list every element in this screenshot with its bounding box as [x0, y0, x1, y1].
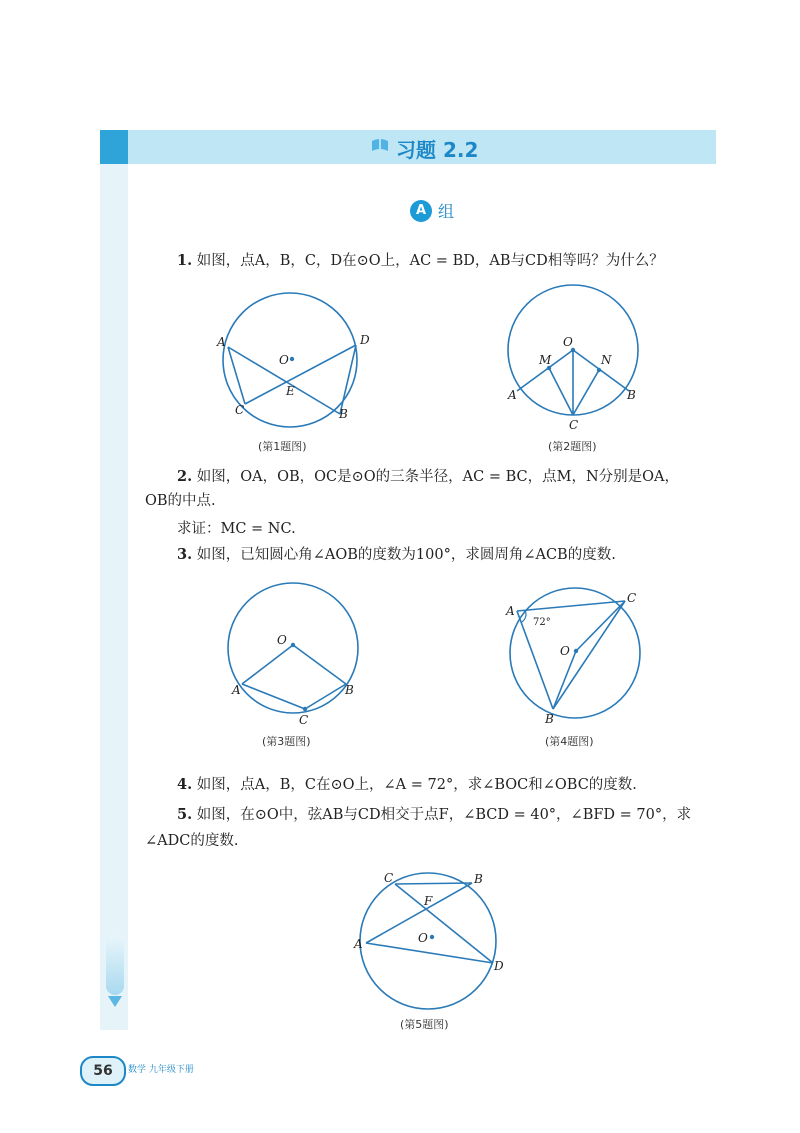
label-O: O — [277, 633, 287, 647]
label-O: O — [560, 644, 570, 658]
caption-fig2: (第2题图) — [548, 440, 597, 453]
section-title — [370, 133, 478, 163]
problem-number: 5. — [177, 806, 193, 823]
label-A: A — [354, 937, 363, 951]
label-E: E — [286, 384, 295, 398]
group-label: 组 — [438, 202, 455, 221]
label-B: B — [627, 388, 636, 402]
label-B: B — [339, 407, 348, 421]
problem-text: 如图，OA，OB，OC是⊙O的三条半径，AC = BC，点M，N分别是OA， — [196, 469, 680, 485]
center-dot — [430, 935, 434, 939]
label-M: M — [539, 353, 552, 367]
label-C: C — [299, 713, 309, 727]
chord-BC — [305, 684, 346, 709]
label-O: O — [563, 335, 573, 349]
circle — [228, 583, 358, 713]
problem-text: 如图，点A，B，C在⊙O上，∠A = 72°，求∠BOC和∠OBC的度数. — [196, 777, 637, 793]
label-A: A — [217, 335, 226, 349]
label-A: A — [508, 388, 517, 402]
label-C: C — [384, 871, 394, 885]
radius-OA — [242, 645, 293, 684]
label-A: A — [506, 604, 515, 618]
problem-1 — [177, 251, 664, 271]
radius-OB — [293, 645, 346, 684]
caption-fig5: (第5题图) — [400, 1018, 449, 1031]
problem-text: 如图，在⊙O中，弦AB与CD相交于点F，∠BCD = 40°，∠BFD = 70°，求 — [196, 807, 692, 823]
figure-2 — [505, 282, 655, 432]
problem-number: 2. — [177, 468, 193, 485]
problem-2-proof: 求证：MC = NC. — [177, 521, 296, 537]
point-C — [303, 707, 307, 711]
caption-fig4: (第4题图) — [545, 735, 594, 748]
problem-5-line2: ∠ADC的度数. — [145, 833, 239, 849]
figure-1 — [215, 290, 385, 430]
scroll-tab — [106, 935, 124, 995]
problem-2-line1 — [177, 467, 679, 487]
label-angle: 72° — [533, 617, 551, 628]
label-D: D — [360, 333, 370, 347]
label-B: B — [345, 683, 354, 697]
label-B: B — [474, 872, 483, 886]
label-N: N — [601, 353, 612, 367]
problem-2-line2: OB的中点. — [145, 493, 216, 509]
problem-text: 如图，点A，B，C，D在⊙O上，AC = BD，AB与CD相等吗？为什么？ — [196, 253, 664, 269]
group-badge: A — [410, 200, 432, 222]
problem-number: 3. — [177, 546, 193, 563]
figure-5 — [350, 868, 510, 1013]
figure-3 — [225, 580, 375, 730]
problem-3 — [177, 545, 616, 565]
label-C: C — [569, 418, 579, 432]
chord-AC — [242, 684, 305, 709]
center-dot — [574, 649, 578, 653]
label-B: B — [545, 712, 554, 726]
figure-4 — [500, 585, 650, 725]
center-dot — [291, 643, 295, 647]
segment-NC — [573, 370, 599, 415]
segment-MC — [549, 368, 573, 415]
label-O: O — [279, 353, 289, 367]
label-C: C — [627, 591, 637, 605]
problem-number: 4. — [177, 776, 193, 793]
header-accent-block — [100, 130, 128, 164]
caption-fig3: (第3题图) — [262, 735, 311, 748]
footer-book-title: 数学 九年级下册 — [128, 1065, 194, 1075]
label-C: C — [235, 403, 245, 417]
chord-CB — [395, 883, 472, 884]
page-number: 56 — [80, 1056, 126, 1086]
section-title-text: 习题 2.2 — [396, 137, 479, 162]
radius-OC — [576, 601, 625, 651]
group-heading — [410, 199, 454, 222]
label-F: F — [424, 894, 433, 908]
down-arrow-icon — [108, 996, 122, 1007]
point-N — [597, 368, 601, 372]
label-D: D — [494, 959, 504, 973]
label-O: O — [418, 931, 428, 945]
problem-5-line1 — [177, 805, 691, 825]
problem-number: 1. — [177, 252, 193, 269]
label-A: A — [232, 683, 241, 697]
book-icon — [370, 136, 390, 160]
chord-AD — [366, 943, 493, 963]
center-dot — [290, 357, 294, 361]
chord-DC — [245, 345, 356, 404]
left-margin-strip — [100, 130, 128, 1030]
problem-4 — [177, 775, 637, 795]
problem-text: 如图，已知圆心角∠AOB的度数为100°，求圆周角∠ACB的度数. — [196, 547, 616, 563]
caption-fig1: (第1题图) — [258, 440, 307, 453]
